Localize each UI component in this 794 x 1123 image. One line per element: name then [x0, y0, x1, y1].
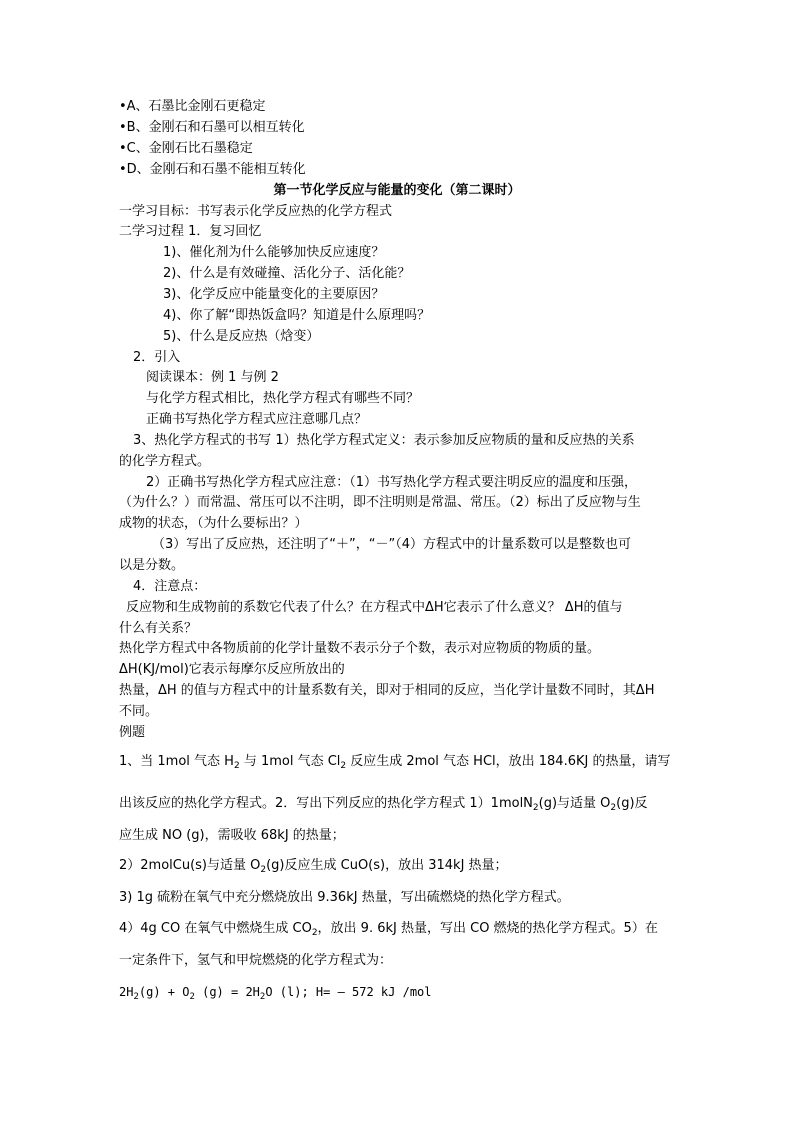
review-question: 4)、你了解“即热饭盒吗？知道是什么原理吗？ [163, 308, 431, 323]
writing-line: 成物的状态，（为什么要标出？） [119, 516, 308, 531]
learning-goal: 一学习目标：书写表示化学反应热的化学方程式 [119, 204, 393, 219]
option-b: •B、金刚石和石墨可以相互转化 [119, 120, 305, 135]
writing-line: 3、热化学方程式的书写 1）热化学方程式定义：表示参加反应物质的量和反应热的关系 [133, 433, 635, 448]
example-3: 3) 1g 硫粉在氧气中充分燃烧放出 9.36kJ 热量，写出硫燃烧的热化学方程式。 [119, 890, 570, 905]
intro-line: 正确书写热化学方程式应注意哪几点？ [146, 412, 368, 427]
example-1: 1、当 1mol 气态 $H_2$ 与 1mol 气态 $Cl_2$ 反应生成 2mol 气态 HCl，放出 184.6KJ 的热量，请写 [119, 754, 671, 771]
learning-process: 二学习过程 1．复习回忆 [119, 224, 262, 239]
example-4: 4）4g CO 在氧气中燃烧生成 $CO_2$，放出 9. 6kJ 热量，写出 CO 燃烧的热化学方程式。5）在 [119, 921, 658, 938]
review-question: 3)、化学反应中能量变化的主要原因？ [163, 287, 385, 302]
review-question: 5)、什么是反应热（焓变） [163, 329, 320, 344]
writing-line: （为什么？）而常温、常压可以不注明，即不注明则是常温、常压。（2）标出了反应物与生 [119, 495, 641, 510]
notes-line: 什么有关系？ [119, 621, 198, 636]
notes-line: 反应物和生成物前的系数它代表了什么？在方程式中ΔH它表示了什么意义？ ΔH的值与 [126, 600, 623, 615]
notes-line: 热化学方程式中各物质前的化学计量数不表示分子个数，表示对应物质的物质的量。 [119, 641, 601, 656]
notes-line: ΔH(KJ/mol)它表示每摩尔反应所放出的 [119, 662, 345, 677]
example-2: 出该反应的热化学方程式。2．写出下列反应的热化学方程式 1）1molN$_2$(g)与适量 $O_2(g)$反 [119, 796, 648, 813]
review-question: 2)、什么是有效碰撞、活化分子、活化能？ [163, 266, 411, 281]
option-c: •C、金刚石比石墨稳定 [119, 141, 253, 156]
writing-line: 的化学方程式。 [119, 454, 211, 469]
writing-line: 2）正确书写热化学方程式应注意：（1）书写热化学方程式要注明反应的温度和压强， [146, 475, 638, 490]
example-5-cont: 一定条件下，氢气和甲烷燃烧的化学方程式为： [119, 953, 393, 968]
intro-line: 与化学方程式相比，热化学方程式有哪些不同？ [146, 391, 420, 406]
example-2b: 2）2molCu(s)与适量 $O_2(g)$反应生成 CuO(s)，放出 314kJ 热量； [119, 858, 508, 875]
option-d: •D、金刚石和石墨不能相互转化 [119, 162, 306, 177]
option-a: •A、石墨比金刚石更稳定 [119, 99, 266, 114]
section-title: 第一节化学反应与能量的变化（第二课时） [273, 183, 521, 198]
review-question: 1)、催化剂为什么能够加快反应速度？ [163, 245, 385, 260]
notes-line: 热量，ΔH 的值与方程式中的计量系数有关，即对于相同的反应，当化学计量数不同时，其ΔH [119, 683, 655, 698]
writing-line: （3）写出了反应热，还注明了“＋”，“－”（4）方程式中的计量系数可以是整数也可 [152, 537, 631, 552]
notes-line: 不同。 [119, 704, 159, 719]
example-2-cont: 应生成 NO (g)，需吸收 68kJ 的热量； [119, 828, 345, 843]
notes-heading: 4．注意点： [133, 579, 207, 594]
examples-heading: 例题 [119, 725, 146, 740]
intro-heading: 2．引入 [133, 350, 181, 365]
equation: $2H_2(g) + O_2$ $(g) = 2H_2O$ (l); H= – 572 kJ /mol [119, 985, 432, 1002]
writing-line: 以是分数。 [119, 558, 185, 573]
intro-line: 阅读课本：例 1 与例 2 [146, 370, 279, 385]
